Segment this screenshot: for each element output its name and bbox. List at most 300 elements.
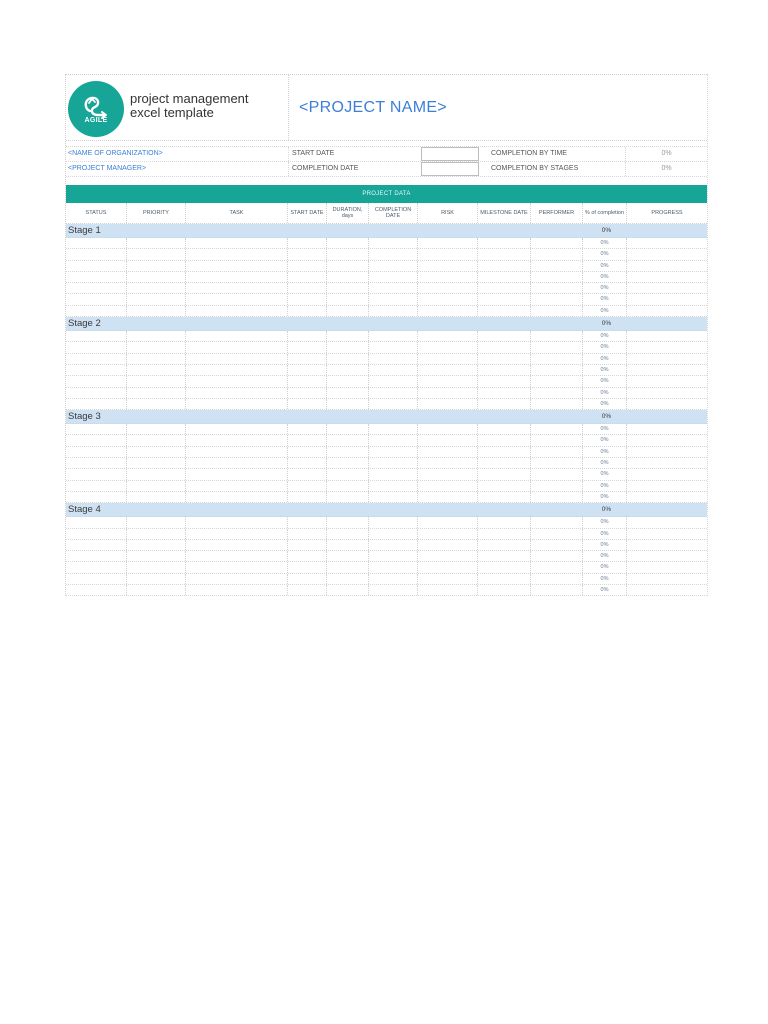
cell-task[interactable] [186, 424, 288, 434]
cell-status[interactable] [66, 481, 127, 491]
cell-completion-date[interactable] [369, 562, 418, 572]
cell-performer[interactable] [531, 492, 583, 502]
cell-milestone-date[interactable] [478, 272, 531, 282]
cell-performer[interactable] [531, 447, 583, 457]
cell-performer[interactable] [531, 469, 583, 479]
cell-performer[interactable] [531, 481, 583, 491]
cell-progress[interactable] [627, 585, 707, 595]
cell-milestone-date[interactable] [478, 388, 531, 398]
cell-risk[interactable] [418, 342, 478, 352]
cell-duration[interactable] [327, 585, 369, 595]
cell-status[interactable] [66, 376, 127, 386]
cell-start-date[interactable] [288, 249, 327, 259]
cell-duration[interactable] [327, 562, 369, 572]
cell-completion-date[interactable] [369, 388, 418, 398]
cell-status[interactable] [66, 551, 127, 561]
cell-duration[interactable] [327, 354, 369, 364]
cell-priority[interactable] [127, 354, 186, 364]
cell-start-date[interactable] [288, 469, 327, 479]
cell-duration[interactable] [327, 399, 369, 409]
cell-performer[interactable] [531, 331, 583, 341]
cell-completion-date[interactable] [369, 261, 418, 271]
cell-completion-date[interactable] [369, 365, 418, 375]
cell-status[interactable] [66, 517, 127, 527]
cell-status[interactable] [66, 399, 127, 409]
cell-milestone-date[interactable] [478, 458, 531, 468]
cell-start-date[interactable] [288, 399, 327, 409]
cell-start-date[interactable] [288, 447, 327, 457]
cell-task[interactable] [186, 272, 288, 282]
cell-start-date[interactable] [288, 517, 327, 527]
cell-risk[interactable] [418, 585, 478, 595]
cell-performer[interactable] [531, 529, 583, 539]
cell-risk[interactable] [418, 306, 478, 316]
cell-duration[interactable] [327, 574, 369, 584]
cell-completion-date[interactable] [369, 529, 418, 539]
cell-risk[interactable] [418, 574, 478, 584]
cell-task[interactable] [186, 249, 288, 259]
cell-duration[interactable] [327, 540, 369, 550]
cell-status[interactable] [66, 306, 127, 316]
cell-risk[interactable] [418, 388, 478, 398]
cell-status[interactable] [66, 458, 127, 468]
cell-risk[interactable] [418, 272, 478, 282]
cell-duration[interactable] [327, 458, 369, 468]
cell-risk[interactable] [418, 435, 478, 445]
cell-progress[interactable] [627, 283, 707, 293]
cell-milestone-date[interactable] [478, 376, 531, 386]
cell-progress[interactable] [627, 562, 707, 572]
cell-completion-date[interactable] [369, 424, 418, 434]
cell-percent-completion: 0% [583, 551, 627, 561]
cell-start-date[interactable] [288, 481, 327, 491]
cell-completion-date[interactable] [369, 551, 418, 561]
cell-progress[interactable] [627, 249, 707, 259]
cell-task[interactable] [186, 399, 288, 409]
cell-milestone-date[interactable] [478, 447, 531, 457]
cell-task[interactable] [186, 388, 288, 398]
cell-task[interactable] [186, 331, 288, 341]
cell-priority[interactable] [127, 424, 186, 434]
cell-performer[interactable] [531, 283, 583, 293]
cell-start-date[interactable] [288, 354, 327, 364]
cell-milestone-date[interactable] [478, 540, 531, 550]
cell-task[interactable] [186, 585, 288, 595]
cell-task[interactable] [186, 529, 288, 539]
cell-task[interactable] [186, 354, 288, 364]
cell-priority[interactable] [127, 585, 186, 595]
cell-progress[interactable] [627, 551, 707, 561]
cell-duration[interactable] [327, 435, 369, 445]
cell-completion-date[interactable] [369, 342, 418, 352]
cell-performer[interactable] [531, 399, 583, 409]
cell-duration[interactable] [327, 492, 369, 502]
cell-priority[interactable] [127, 458, 186, 468]
cell-priority[interactable] [127, 529, 186, 539]
cell-milestone-date[interactable] [478, 517, 531, 527]
cell-priority[interactable] [127, 365, 186, 375]
cell-performer[interactable] [531, 342, 583, 352]
cell-progress[interactable] [627, 574, 707, 584]
cell-progress[interactable] [627, 306, 707, 316]
cell-task[interactable] [186, 574, 288, 584]
cell-task[interactable] [186, 238, 288, 248]
cell-progress[interactable] [627, 492, 707, 502]
cell-performer[interactable] [531, 376, 583, 386]
cell-performer[interactable] [531, 261, 583, 271]
cell-start-date[interactable] [288, 435, 327, 445]
col-start-date: START DATE [288, 203, 327, 223]
cell-milestone-date[interactable] [478, 399, 531, 409]
cell-completion-date[interactable] [369, 294, 418, 304]
cell-start-date[interactable] [288, 529, 327, 539]
cell-task[interactable] [186, 306, 288, 316]
cell-priority[interactable] [127, 492, 186, 502]
cell-priority[interactable] [127, 447, 186, 457]
cell-milestone-date[interactable] [478, 365, 531, 375]
cell-performer[interactable] [531, 424, 583, 434]
cell-task[interactable] [186, 365, 288, 375]
cell-percent-completion: 0% [583, 342, 627, 352]
cell-duration[interactable] [327, 447, 369, 457]
cell-completion-date[interactable] [369, 272, 418, 282]
cell-progress[interactable] [627, 261, 707, 271]
cell-progress[interactable] [627, 458, 707, 468]
cell-priority[interactable] [127, 388, 186, 398]
cell-performer[interactable] [531, 517, 583, 527]
cell-start-date[interactable] [288, 458, 327, 468]
cell-task[interactable] [186, 261, 288, 271]
cell-risk[interactable] [418, 376, 478, 386]
cell-duration[interactable] [327, 551, 369, 561]
cell-status[interactable] [66, 562, 127, 572]
cell-task[interactable] [186, 342, 288, 352]
cell-start-date[interactable] [288, 365, 327, 375]
cell-status[interactable] [66, 365, 127, 375]
table-row [66, 517, 707, 528]
cell-duration[interactable] [327, 517, 369, 527]
stage-name: Stage 3 [68, 411, 101, 423]
table-row [66, 481, 707, 492]
cell-task[interactable] [186, 492, 288, 502]
cell-priority[interactable] [127, 283, 186, 293]
cell-status[interactable] [66, 435, 127, 445]
cell-completion-date[interactable] [369, 399, 418, 409]
cell-task[interactable] [186, 551, 288, 561]
cell-priority[interactable] [127, 376, 186, 386]
cell-priority[interactable] [127, 481, 186, 491]
cell-progress[interactable] [627, 399, 707, 409]
cell-milestone-date[interactable] [478, 469, 531, 479]
cell-duration[interactable] [327, 469, 369, 479]
cell-status[interactable] [66, 261, 127, 271]
cell-start-date[interactable] [288, 238, 327, 248]
cell-status[interactable] [66, 424, 127, 434]
cell-priority[interactable] [127, 342, 186, 352]
cell-progress[interactable] [627, 272, 707, 282]
cell-risk[interactable] [418, 458, 478, 468]
cell-performer[interactable] [531, 272, 583, 282]
cell-progress[interactable] [627, 517, 707, 527]
cell-duration[interactable] [327, 529, 369, 539]
cell-performer[interactable] [531, 435, 583, 445]
cell-duration[interactable] [327, 306, 369, 316]
cell-completion-date[interactable] [369, 540, 418, 550]
cell-risk[interactable] [418, 283, 478, 293]
cell-duration[interactable] [327, 294, 369, 304]
cell-duration[interactable] [327, 249, 369, 259]
cell-start-date[interactable] [288, 283, 327, 293]
start-date-input[interactable] [421, 147, 479, 161]
cell-start-date[interactable] [288, 376, 327, 386]
cell-risk[interactable] [418, 540, 478, 550]
cell-progress[interactable] [627, 469, 707, 479]
cell-status[interactable] [66, 388, 127, 398]
cell-performer[interactable] [531, 551, 583, 561]
cell-milestone-date[interactable] [478, 492, 531, 502]
cell-milestone-date[interactable] [478, 261, 531, 271]
cell-performer[interactable] [531, 574, 583, 584]
cell-risk[interactable] [418, 424, 478, 434]
cell-status[interactable] [66, 342, 127, 352]
cell-risk[interactable] [418, 238, 478, 248]
cell-milestone-date[interactable] [478, 424, 531, 434]
cell-status[interactable] [66, 331, 127, 341]
cell-start-date[interactable] [288, 574, 327, 584]
cell-progress[interactable] [627, 376, 707, 386]
cell-progress[interactable] [627, 481, 707, 491]
project-name-cell[interactable] [289, 75, 707, 140]
cell-milestone-date[interactable] [478, 574, 531, 584]
cell-progress[interactable] [627, 424, 707, 434]
cell-milestone-date[interactable] [478, 294, 531, 304]
cell-performer[interactable] [531, 388, 583, 398]
cell-risk[interactable] [418, 331, 478, 341]
cell-duration[interactable] [327, 272, 369, 282]
cell-progress[interactable] [627, 365, 707, 375]
cell-duration[interactable] [327, 342, 369, 352]
cell-status[interactable] [66, 249, 127, 259]
cell-status[interactable] [66, 294, 127, 304]
cell-completion-date[interactable] [369, 354, 418, 364]
cell-task[interactable] [186, 283, 288, 293]
cell-start-date[interactable] [288, 540, 327, 550]
cell-progress[interactable] [627, 238, 707, 248]
cell-start-date[interactable] [288, 585, 327, 595]
cell-status[interactable] [66, 469, 127, 479]
cell-risk[interactable] [418, 529, 478, 539]
cell-milestone-date[interactable] [478, 238, 531, 248]
cell-start-date[interactable] [288, 306, 327, 316]
cell-priority[interactable] [127, 551, 186, 561]
cell-milestone-date[interactable] [478, 562, 531, 572]
table-row [66, 261, 707, 272]
cell-progress[interactable] [627, 294, 707, 304]
cell-milestone-date[interactable] [478, 354, 531, 364]
cell-performer[interactable] [531, 365, 583, 375]
cell-priority[interactable] [127, 272, 186, 282]
cell-priority[interactable] [127, 331, 186, 341]
cell-percent-completion: 0% [583, 399, 627, 409]
cell-task[interactable] [186, 435, 288, 445]
cell-status[interactable] [66, 540, 127, 550]
cell-performer[interactable] [531, 458, 583, 468]
cell-priority[interactable] [127, 249, 186, 259]
cell-performer[interactable] [531, 354, 583, 364]
cell-completion-date[interactable] [369, 469, 418, 479]
cell-progress[interactable] [627, 540, 707, 550]
cell-start-date[interactable] [288, 424, 327, 434]
cell-completion-date[interactable] [369, 447, 418, 457]
cell-milestone-date[interactable] [478, 585, 531, 595]
cell-milestone-date[interactable] [478, 283, 531, 293]
cell-completion-date[interactable] [369, 249, 418, 259]
cell-priority[interactable] [127, 469, 186, 479]
cell-risk[interactable] [418, 294, 478, 304]
cell-task[interactable] [186, 562, 288, 572]
cell-progress[interactable] [627, 388, 707, 398]
cell-progress[interactable] [627, 435, 707, 445]
cell-task[interactable] [186, 517, 288, 527]
cell-progress[interactable] [627, 331, 707, 341]
cell-start-date[interactable] [288, 388, 327, 398]
cell-completion-date[interactable] [369, 458, 418, 468]
cell-milestone-date[interactable] [478, 435, 531, 445]
cell-status[interactable] [66, 529, 127, 539]
cell-priority[interactable] [127, 306, 186, 316]
cell-risk[interactable] [418, 481, 478, 491]
cell-performer[interactable] [531, 306, 583, 316]
cell-priority[interactable] [127, 261, 186, 271]
cell-milestone-date[interactable] [478, 331, 531, 341]
cell-completion-date[interactable] [369, 517, 418, 527]
cell-milestone-date[interactable] [478, 529, 531, 539]
cell-completion-date[interactable] [369, 376, 418, 386]
col-completion-date: COMPLETION DATE [369, 203, 418, 223]
cell-task[interactable] [186, 458, 288, 468]
cell-task[interactable] [186, 469, 288, 479]
cell-risk[interactable] [418, 447, 478, 457]
cell-start-date[interactable] [288, 562, 327, 572]
cell-duration[interactable] [327, 376, 369, 386]
cell-priority[interactable] [127, 517, 186, 527]
cell-milestone-date[interactable] [478, 249, 531, 259]
cell-priority[interactable] [127, 435, 186, 445]
cell-status[interactable] [66, 354, 127, 364]
cell-status[interactable] [66, 238, 127, 248]
cell-priority[interactable] [127, 562, 186, 572]
cell-risk[interactable] [418, 492, 478, 502]
table-row [66, 238, 707, 249]
cell-duration[interactable] [327, 331, 369, 341]
cell-duration[interactable] [327, 424, 369, 434]
cell-duration[interactable] [327, 283, 369, 293]
cell-completion-date[interactable] [369, 481, 418, 491]
cell-risk[interactable] [418, 249, 478, 259]
cell-performer[interactable] [531, 540, 583, 550]
cell-risk[interactable] [418, 517, 478, 527]
cell-completion-date[interactable] [369, 492, 418, 502]
cell-start-date[interactable] [288, 342, 327, 352]
table-row [66, 424, 707, 435]
cell-completion-date[interactable] [369, 331, 418, 341]
cell-risk[interactable] [418, 354, 478, 364]
cell-task[interactable] [186, 447, 288, 457]
cell-priority[interactable] [127, 574, 186, 584]
cell-start-date[interactable] [288, 294, 327, 304]
cell-completion-date[interactable] [369, 435, 418, 445]
cell-task[interactable] [186, 540, 288, 550]
cell-progress[interactable] [627, 447, 707, 457]
cell-risk[interactable] [418, 261, 478, 271]
cell-milestone-date[interactable] [478, 551, 531, 561]
cell-start-date[interactable] [288, 551, 327, 561]
cell-performer[interactable] [531, 249, 583, 259]
table-row [66, 365, 707, 376]
cell-risk[interactable] [418, 399, 478, 409]
cell-risk[interactable] [418, 562, 478, 572]
cell-completion-date[interactable] [369, 238, 418, 248]
cell-duration[interactable] [327, 388, 369, 398]
organization-name[interactable]: <NAME OF ORGANIZATION> [66, 147, 289, 161]
cell-milestone-date[interactable] [478, 481, 531, 491]
cell-task[interactable] [186, 294, 288, 304]
cell-performer[interactable] [531, 238, 583, 248]
cell-performer[interactable] [531, 585, 583, 595]
table-row [66, 562, 707, 573]
cell-completion-date[interactable] [369, 283, 418, 293]
cell-task[interactable] [186, 481, 288, 491]
project-manager[interactable]: <PROJECT MANAGER> [66, 162, 289, 176]
table-row [66, 283, 707, 294]
cell-duration[interactable] [327, 238, 369, 248]
cell-completion-date[interactable] [369, 585, 418, 595]
cell-priority[interactable] [127, 399, 186, 409]
cell-performer[interactable] [531, 562, 583, 572]
completion-date-input[interactable] [421, 162, 479, 176]
cell-start-date[interactable] [288, 261, 327, 271]
cell-performer[interactable] [531, 294, 583, 304]
cell-priority[interactable] [127, 238, 186, 248]
cell-status[interactable] [66, 585, 127, 595]
cell-start-date[interactable] [288, 272, 327, 282]
cell-status[interactable] [66, 447, 127, 457]
cell-duration[interactable] [327, 365, 369, 375]
cell-status[interactable] [66, 283, 127, 293]
cell-milestone-date[interactable] [478, 342, 531, 352]
cell-duration[interactable] [327, 261, 369, 271]
cell-progress[interactable] [627, 354, 707, 364]
cell-risk[interactable] [418, 551, 478, 561]
cell-status[interactable] [66, 574, 127, 584]
cell-priority[interactable] [127, 294, 186, 304]
cell-completion-date[interactable] [369, 574, 418, 584]
cell-milestone-date[interactable] [478, 306, 531, 316]
cell-status[interactable] [66, 492, 127, 502]
cell-task[interactable] [186, 376, 288, 386]
table-row [66, 574, 707, 585]
cell-progress[interactable] [627, 529, 707, 539]
cell-progress[interactable] [627, 342, 707, 352]
cell-status[interactable] [66, 272, 127, 282]
cell-start-date[interactable] [288, 492, 327, 502]
cell-priority[interactable] [127, 540, 186, 550]
cell-completion-date[interactable] [369, 306, 418, 316]
cell-risk[interactable] [418, 469, 478, 479]
cell-duration[interactable] [327, 481, 369, 491]
cell-risk[interactable] [418, 365, 478, 375]
cell-start-date[interactable] [288, 331, 327, 341]
